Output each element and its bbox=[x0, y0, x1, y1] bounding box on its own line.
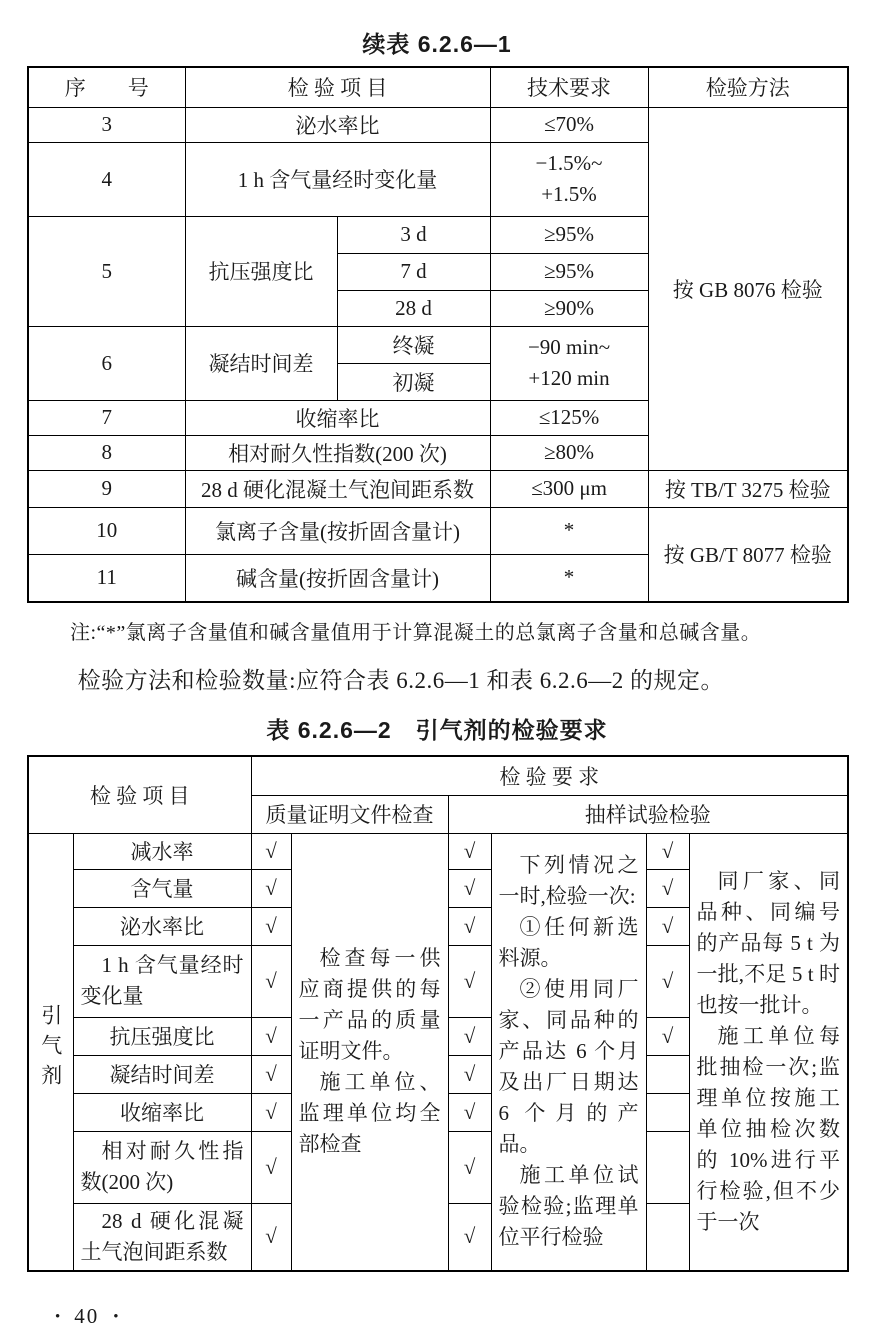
table-header-row bbox=[28, 67, 848, 107]
t2-check-s1: √ bbox=[448, 907, 491, 945]
t2-check-doc: √ bbox=[251, 907, 291, 945]
t1-r11-no: 11 bbox=[28, 554, 185, 602]
t2-group-label: 引气剂 bbox=[38, 1003, 63, 1094]
t1-r6-req bbox=[490, 326, 648, 400]
t2-check-s1: √ bbox=[448, 1131, 491, 1203]
t2-check-doc: √ bbox=[251, 945, 291, 1017]
t2-item: 相对耐久性指数(200 次) bbox=[73, 1131, 251, 1203]
t2-check-doc: √ bbox=[251, 1093, 291, 1131]
t1-r4-req-line2: +1.5% bbox=[541, 182, 597, 206]
t1-r10-item: 氯离子含量(按折固含量计) bbox=[185, 507, 490, 554]
t2-check-s2: √ bbox=[646, 869, 689, 907]
t2-item: 凝结时间差 bbox=[73, 1055, 251, 1093]
t2-item: 减水率 bbox=[73, 833, 251, 869]
t2-check-s1: √ bbox=[448, 945, 491, 1017]
t2-check-s2: √ bbox=[646, 945, 689, 1017]
table-footnote: 注:“*”氯离子含量值和碱含量值用于计算混凝土的总氯离子含量和总碱含量。 bbox=[70, 622, 762, 644]
table-row bbox=[28, 107, 848, 142]
t2-check-doc: √ bbox=[251, 1131, 291, 1203]
t2-check-s2 bbox=[646, 1055, 689, 1093]
t2-header-req: 检 验 要 求 bbox=[251, 756, 848, 795]
t2-item: 泌水率比 bbox=[73, 907, 251, 945]
t1-r5-req-7d: ≥95% bbox=[490, 253, 648, 290]
t1-r11-req: * bbox=[490, 554, 648, 602]
t2-item: 抗压强度比 bbox=[73, 1017, 251, 1055]
t2-header-item: 检 验 项 目 bbox=[28, 756, 251, 833]
t2-sample2-p1: 同厂家、同品种、同编号的产品每 5 t 为一批,不足 5 t 时也按一批计。 bbox=[696, 868, 841, 1017]
t2-check-s1: √ bbox=[448, 1017, 491, 1055]
t2-item: 收缩率比 bbox=[73, 1093, 251, 1131]
t1-r5-no: 5 bbox=[28, 216, 185, 326]
t1-r9-req: ≤300 μm bbox=[490, 470, 648, 507]
t2-item: 1 h 含气量经时变化量 bbox=[73, 945, 251, 1017]
t1-r7-item: 收缩率比 bbox=[185, 400, 490, 435]
t2-group-cell bbox=[28, 833, 73, 1271]
t1-r5-req-28d: ≥90% bbox=[490, 290, 648, 326]
t2-item: 28 d 硬化混凝土气泡间距系数 bbox=[73, 1203, 251, 1271]
t1-r8-item: 相对耐久性指数(200 次) bbox=[185, 435, 490, 470]
t2-sample1-p4: 施工单位试验检验;监理单位平行检验 bbox=[498, 1163, 639, 1249]
table-header-row bbox=[28, 756, 848, 795]
t1-method-gbt8077: 按 GB/T 8077 检验 bbox=[648, 507, 848, 602]
t2-check-s2: √ bbox=[646, 907, 689, 945]
t1-r4-no: 4 bbox=[28, 142, 185, 216]
page-number bbox=[55, 1304, 874, 1329]
t1-r4-item: 1 h 含气量经时变化量 bbox=[185, 142, 490, 216]
t2-sample1-p1: 下列情况之一时,检验一次: bbox=[498, 853, 639, 908]
t2-sampling-batch-cell bbox=[689, 833, 848, 1271]
t1-r5-sub-3d: 3 d bbox=[337, 216, 490, 253]
t1-header-no: 序 号 bbox=[28, 67, 185, 107]
t2-check-doc: √ bbox=[251, 1017, 291, 1055]
t1-r8-req: ≥80% bbox=[490, 435, 648, 470]
t1-r7-req: ≤125% bbox=[490, 400, 648, 435]
t2-doc-text-p1: 检查每一供应商提供的每一产品的质量证明文件。 bbox=[298, 946, 441, 1063]
page-number-bullet-left: • bbox=[55, 1308, 61, 1325]
t2-check-s2 bbox=[646, 1131, 689, 1203]
t2-check-s2: √ bbox=[646, 1017, 689, 1055]
t1-r6-sub-final: 终凝 bbox=[337, 326, 490, 363]
t2-check-s1: √ bbox=[448, 1055, 491, 1093]
t2-item: 含气量 bbox=[73, 869, 251, 907]
page-number-bullet-right: • bbox=[113, 1308, 119, 1325]
t1-r5-item: 抗压强度比 bbox=[185, 216, 337, 326]
t2-check-s1: √ bbox=[448, 1203, 491, 1271]
t2-check-doc: √ bbox=[251, 1055, 291, 1093]
t1-r6-req-line2: +120 min bbox=[528, 366, 610, 390]
t2-sample1-p2: ①任何新选料源。 bbox=[498, 915, 639, 970]
t1-r4-req-line1: −1.5%~ bbox=[535, 151, 603, 175]
t1-method-gb8076: 按 GB 8076 检验 bbox=[648, 107, 848, 470]
t1-r8-no: 8 bbox=[28, 435, 185, 470]
t1-r9-item: 28 d 硬化混凝土气泡间距系数 bbox=[185, 470, 490, 507]
t1-r5-req-3d: ≥95% bbox=[490, 216, 648, 253]
page-number-value: 40 bbox=[74, 1303, 100, 1328]
t1-r4-req bbox=[490, 142, 648, 216]
t2-doc-requirement-cell bbox=[291, 833, 448, 1271]
t2-doc-text-p2: 施工单位、监理单位均全部检查 bbox=[298, 1070, 441, 1156]
t2-sample2-p2: 施工单位每批抽检一次;监理单位按施工单位抽检次数的 10%进行平行检验,但不少于一次 bbox=[696, 1023, 841, 1234]
t2-check-doc: √ bbox=[251, 869, 291, 907]
t1-r6-item: 凝结时间差 bbox=[185, 326, 337, 400]
t1-r5-sub-28d: 28 d bbox=[337, 290, 490, 326]
t2-check-s2: √ bbox=[646, 833, 689, 869]
t2-header-sampling: 抽样试验检验 bbox=[448, 795, 848, 833]
t2-check-s1: √ bbox=[448, 833, 491, 869]
table-row bbox=[28, 507, 848, 554]
t1-header-item: 检 验 项 目 bbox=[185, 67, 490, 107]
t1-r7-no: 7 bbox=[28, 400, 185, 435]
table-6-2-6-2 bbox=[27, 755, 849, 1272]
body-paragraph: 检验方法和检验数量:应符合表 6.2.6—1 和表 6.2.6—2 的规定。 bbox=[77, 668, 724, 693]
t2-check-s2 bbox=[646, 1203, 689, 1271]
t1-header-method: 检验方法 bbox=[648, 67, 848, 107]
t2-check-doc: √ bbox=[251, 833, 291, 869]
t1-header-req: 技术要求 bbox=[490, 67, 648, 107]
t2-check-s1: √ bbox=[448, 1093, 491, 1131]
t1-r3-item: 泌水率比 bbox=[185, 107, 490, 142]
t2-sample1-p3: ②使用同厂家、同品种的产品达 6 个月及出厂日期达 6 个月的产品。 bbox=[498, 977, 639, 1156]
t1-r6-no: 6 bbox=[28, 326, 185, 400]
table-row bbox=[28, 833, 848, 869]
t1-method-tbt3275: 按 TB/T 3275 检验 bbox=[648, 470, 848, 507]
t1-r6-sub-initial: 初凝 bbox=[337, 363, 490, 400]
t2-header-doc-check: 质量证明文件检查 bbox=[251, 795, 448, 833]
table-6-2-6-2-title: 表 6.2.6—2 引气剂的检验要求 bbox=[266, 717, 608, 743]
table-row bbox=[28, 470, 848, 507]
t2-check-doc: √ bbox=[251, 1203, 291, 1271]
t1-r3-no: 3 bbox=[28, 107, 185, 142]
t1-r5-sub-7d: 7 d bbox=[337, 253, 490, 290]
t2-check-s2 bbox=[646, 1093, 689, 1131]
page-title-continued-table: 续表 6.2.6—1 bbox=[362, 31, 512, 57]
t1-r9-no: 9 bbox=[28, 470, 185, 507]
t1-r10-req: * bbox=[490, 507, 648, 554]
table-6-2-6-1 bbox=[27, 66, 849, 603]
t1-r3-req: ≤70% bbox=[490, 107, 648, 142]
t1-r11-item: 碱含量(按折固含量计) bbox=[185, 554, 490, 602]
t2-check-s1: √ bbox=[448, 869, 491, 907]
t1-r10-no: 10 bbox=[28, 507, 185, 554]
t1-r6-req-line1: −90 min~ bbox=[527, 335, 611, 359]
t2-sampling-condition-cell bbox=[491, 833, 646, 1271]
